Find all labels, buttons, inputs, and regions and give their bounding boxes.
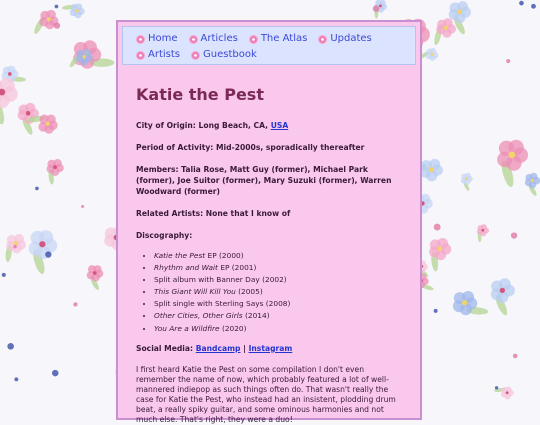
nav-updates[interactable]: Updates — [319, 31, 371, 47]
instagram-link[interactable]: Instagram — [248, 343, 293, 353]
members-line: Members: Talia Rose, Matt Guy (former), Michael Park (former), Joe Suitor (former), Mary Suzuki (former), Warren Woodward (former) — [136, 165, 392, 196]
origin-city: Long Beach, CA, — [198, 121, 269, 130]
flower-bullet-icon — [137, 36, 144, 43]
article-body: I first heard Katie the Pest on some compilation I don't even remember the name of now, which probably featured a lot of well-mannered indiepop as such things often do. That wasn't really the case for Katie the Pest, who instead had an insistent, plodding drum beat, a really spiky guitar, and some ominous harmonies and not much else. That's right, they were a duo! — [136, 364, 396, 424]
origin-country-link[interactable]: USA — [270, 121, 289, 130]
flower-bullet-icon — [192, 52, 199, 59]
social-line — [136, 343, 400, 354]
origin-line — [136, 120, 400, 131]
period-line: Period of Activity: Mid-2000s, sporadically thereafter — [136, 143, 365, 152]
flower-bullet-icon — [250, 36, 257, 43]
social-label: Social Media: — [136, 343, 194, 353]
nav-guestbook[interactable]: Guestbook — [192, 47, 257, 63]
discography-list — [136, 250, 400, 335]
list-item: • Other Cities, Other Girls (2014) — [154, 310, 400, 322]
related-line: Related Artists: None that I know of — [136, 209, 291, 218]
discography-label: Discography: — [136, 231, 193, 240]
flower-bullet-icon — [190, 36, 197, 43]
list-item: • Katie the Pest EP (2000) — [154, 250, 400, 262]
list-item: • This Giant Will Kill You (2005) — [154, 286, 400, 298]
flower-bullet-icon — [137, 52, 144, 59]
content-panel — [116, 20, 422, 424]
bandcamp-link[interactable]: Bandcamp — [195, 343, 241, 353]
article — [118, 85, 420, 425]
social-separator: | — [243, 343, 246, 353]
navigation-bar — [122, 26, 416, 65]
flower-bullet-icon — [319, 36, 326, 43]
nav-home[interactable]: Home — [137, 31, 178, 47]
list-item: • Split single with Sterling Says (2008) — [154, 298, 400, 310]
page-title: Katie the Pest — [136, 85, 264, 104]
nav-the-atlas[interactable]: The Atlas — [250, 31, 307, 47]
origin-label: City of Origin: — [136, 121, 196, 130]
nav-artists[interactable]: Artists — [137, 47, 180, 63]
list-item: • Rhythm and Wait EP (2001) — [154, 262, 400, 274]
nav-articles[interactable]: Articles — [190, 31, 238, 47]
list-item: • You Are a Wildfire (2020) — [154, 323, 400, 335]
list-item: • Split album with Banner Day (2002) — [154, 274, 400, 286]
